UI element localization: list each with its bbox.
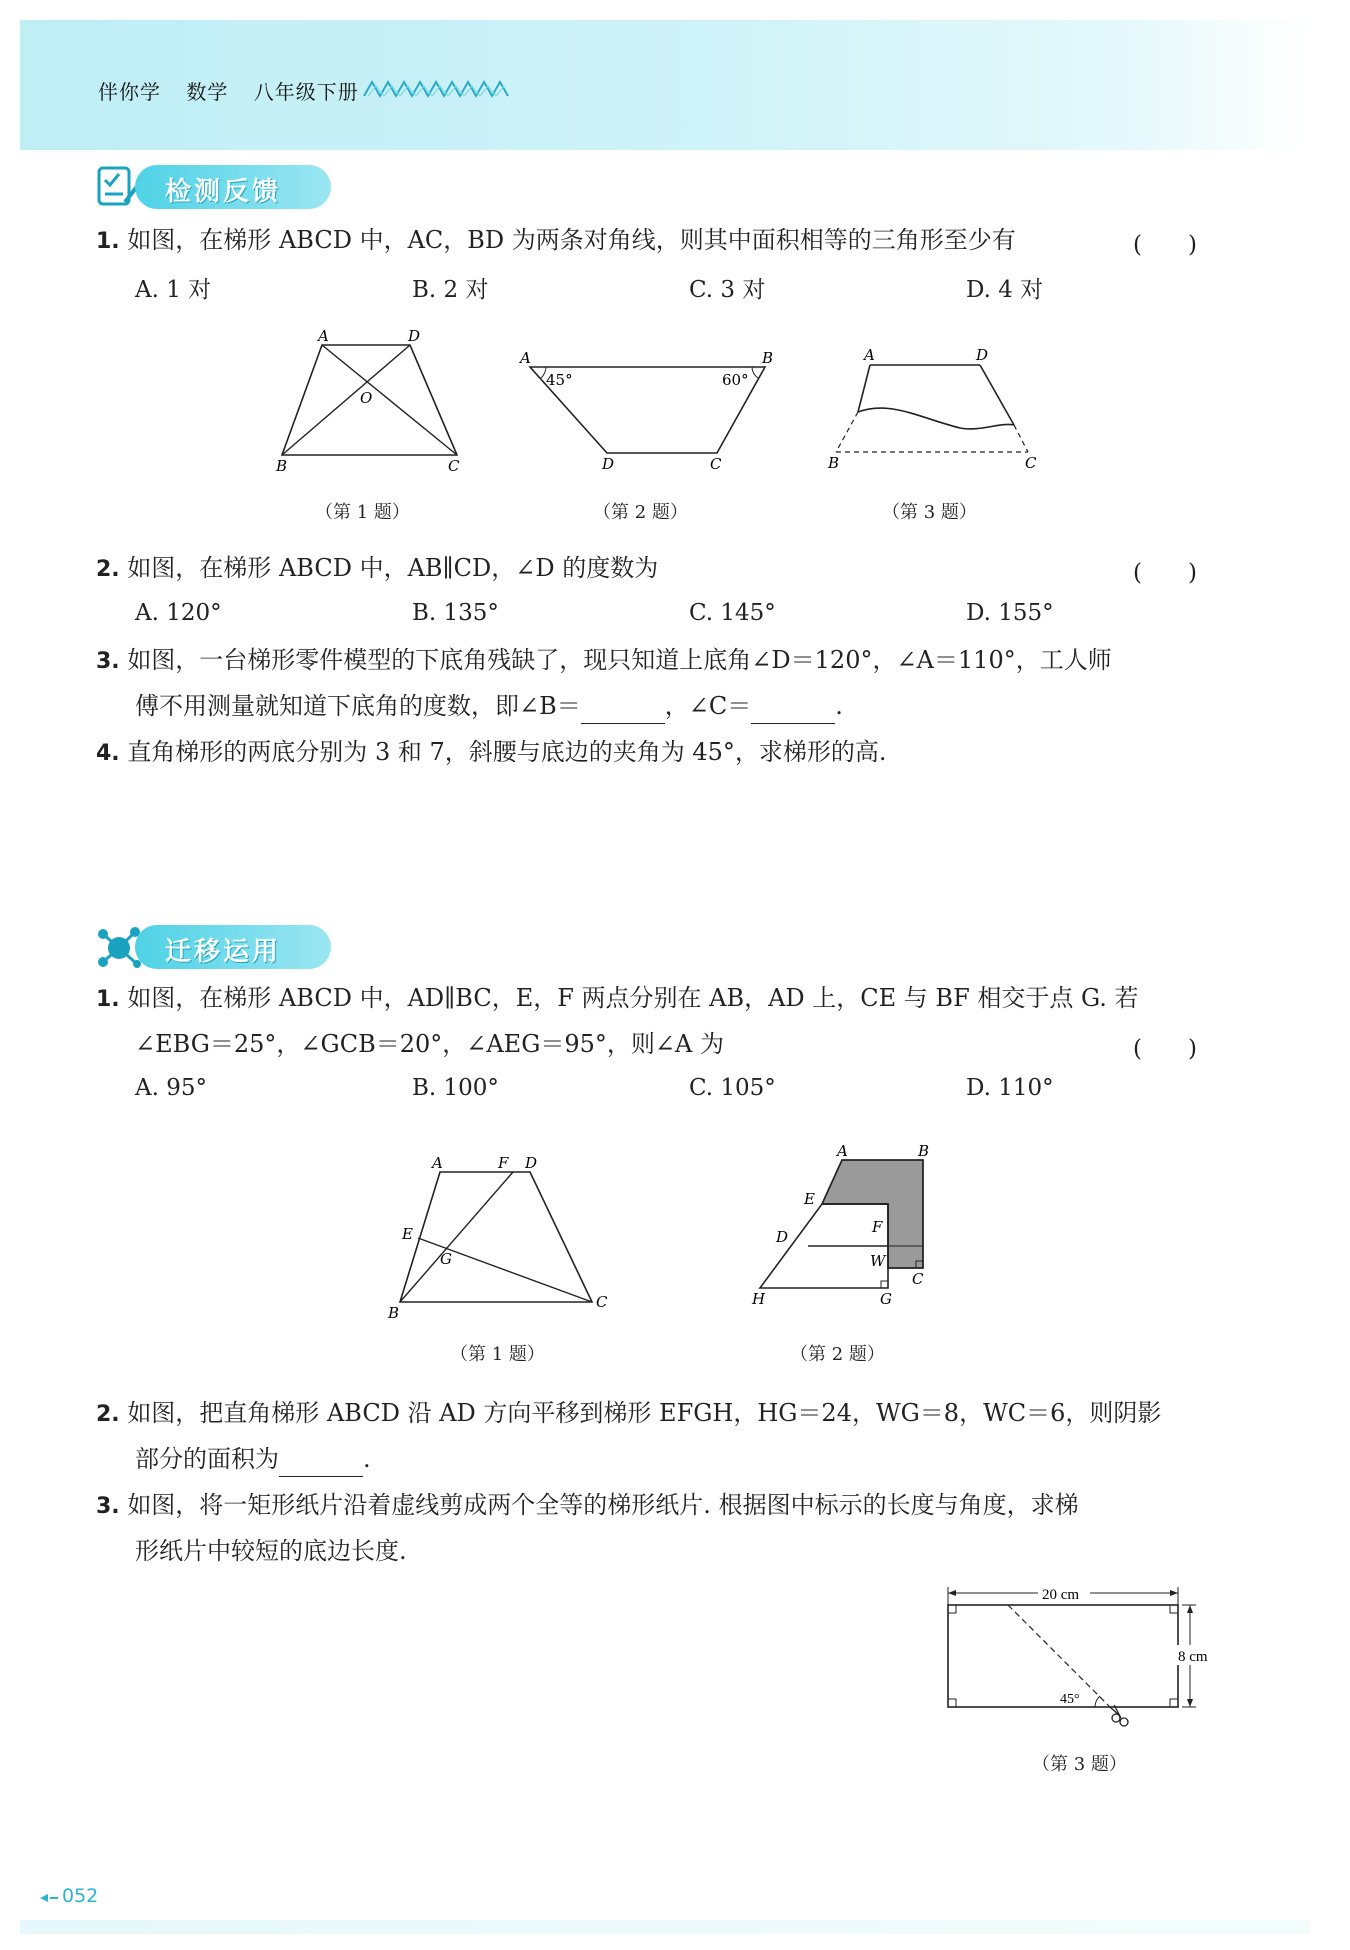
option-a: A. 1 对 <box>135 277 212 303</box>
scissors-icon <box>1110 1705 1128 1726</box>
option-d: D. 4 对 <box>966 277 1044 303</box>
label-a: A <box>432 1154 443 1172</box>
question-2: 2. 如图，在梯形 ABCD 中，AB∥CD，∠D 的度数为 <box>96 554 659 582</box>
option-d: D. 110° <box>966 1075 1054 1101</box>
figure-s2-2 <box>740 1138 940 1318</box>
zigzag-decoration <box>362 78 512 100</box>
label-a: A <box>318 327 329 345</box>
answer-paren: ( ) <box>1133 1036 1197 1062</box>
question-1: 1. 如图，在梯形 ABCD 中，AD∥BC，E，F 两点分别在 AB，AD 上，CE 与 BF 相交于点 G. 若 <box>96 984 1139 1012</box>
question-3-line2: 傅不用测量就知道下底角的度数，即∠B＝ ，∠C＝ . <box>135 688 1235 724</box>
answer-blank[interactable] <box>581 697 665 724</box>
grade-name: 八年级下册 <box>253 80 359 104</box>
section-title-1: 检测反馈 <box>165 177 282 207</box>
label-a: A <box>520 349 531 367</box>
option-c: C. 105° <box>689 1075 776 1101</box>
answer-blank[interactable] <box>751 697 835 724</box>
angle-b: 60° <box>722 371 749 389</box>
angle-label: 45° <box>1060 1692 1080 1707</box>
page-number: 052 <box>62 1885 99 1907</box>
option-b: B. 135° <box>412 600 499 626</box>
header-title <box>98 76 377 105</box>
label-b: B <box>918 1142 930 1160</box>
label-b: B <box>828 454 840 472</box>
subject-name: 数学 <box>186 80 229 104</box>
label-c: C <box>912 1270 924 1288</box>
label-c: C <box>1025 454 1037 472</box>
question-2: 2. 如图，把直角梯形 ABCD 沿 AD 方向平移到梯形 EFGH，HG＝24，WG＝8，WC＝6，则阴影 <box>96 1399 1162 1427</box>
caption-3: （第 3 题） <box>1032 1754 1127 1775</box>
label-c: C <box>596 1293 608 1311</box>
caption-2: （第 2 题） <box>790 1344 885 1365</box>
section-badge-check <box>95 162 335 212</box>
label-e: E <box>804 1190 815 1208</box>
section-badge-transfer <box>95 922 335 972</box>
question-1: 1. 如图，在梯形 ABCD 中，AC，BD 为两条对角线，则其中面积相等的三角形至少有 <box>96 226 1016 254</box>
figure-s2-3 <box>930 1575 1230 1735</box>
option-d: D. 155° <box>966 600 1054 626</box>
question-3: 3. 如图，一台梯形零件模型的下底角残缺了，现只知道上底角∠D＝120°，∠A＝110°，工人师 <box>96 646 1112 674</box>
question-3-line2: 形纸片中较短的底边长度. <box>135 1537 407 1565</box>
label-b: B <box>762 349 774 367</box>
label-b: B <box>388 1304 400 1320</box>
question-4: 4. 直角梯形的两底分别为 3 和 7，斜腰与底边的夹角为 45°，求梯形的高. <box>96 738 887 766</box>
arrow-icon <box>40 1893 60 1903</box>
label-a: A <box>864 346 875 364</box>
label-a: A <box>837 1142 848 1160</box>
caption-1: （第 1 题） <box>450 1344 545 1365</box>
question-3: 3. 如图，将一矩形纸片沿着虚线剪成两个全等的梯形纸片. 根据图中标示的长度与角度，求梯 <box>96 1491 1079 1519</box>
figure-s2-1 <box>380 1150 630 1320</box>
figure-s1-2 <box>510 345 780 485</box>
option-c: C. 145° <box>689 600 776 626</box>
width-label: 20 cm <box>1042 1587 1080 1603</box>
footer-band <box>20 1920 1310 1934</box>
label-b: B <box>276 457 288 475</box>
label-d: D <box>408 327 421 345</box>
caption-3: （第 3 题） <box>882 502 977 523</box>
question-1-line2: ∠EBG＝25°，∠GCB＝20°，∠AEG＝95°，则∠A 为 <box>135 1030 724 1058</box>
caption-1: （第 1 题） <box>315 502 410 523</box>
label-f: F <box>498 1154 509 1172</box>
label-g: G <box>880 1290 892 1308</box>
answer-paren: ( ) <box>1133 232 1197 258</box>
label-g: G <box>440 1250 452 1268</box>
question-2-line2: 部分的面积为 . <box>135 1441 935 1477</box>
section-title-2: 迁移运用 <box>165 937 282 967</box>
label-d: D <box>602 455 615 473</box>
height-label: 8 cm <box>1178 1649 1208 1665</box>
option-a: A. 120° <box>135 600 222 626</box>
figure-s1-1 <box>260 325 490 485</box>
label-o: O <box>360 389 373 407</box>
option-b: B. 100° <box>412 1075 499 1101</box>
label-d: D <box>776 1228 789 1246</box>
figure-s1-3 <box>820 340 1050 485</box>
option-a: A. 95° <box>135 1075 207 1101</box>
label-f: F <box>872 1218 883 1236</box>
label-e: E <box>402 1225 413 1243</box>
answer-paren: ( ) <box>1133 560 1197 586</box>
label-d: D <box>525 1154 538 1172</box>
option-b: B. 2 对 <box>412 277 489 303</box>
label-w: W <box>870 1252 886 1270</box>
answer-blank[interactable] <box>279 1450 363 1477</box>
caption-2: （第 2 题） <box>593 502 688 523</box>
book-name: 伴你学 <box>98 80 161 104</box>
label-c: C <box>448 457 460 475</box>
label-c: C <box>710 455 722 473</box>
angle-a: 45° <box>546 371 573 389</box>
label-d: D <box>976 346 989 364</box>
option-c: C. 3 对 <box>689 277 766 303</box>
label-h: H <box>752 1290 766 1308</box>
